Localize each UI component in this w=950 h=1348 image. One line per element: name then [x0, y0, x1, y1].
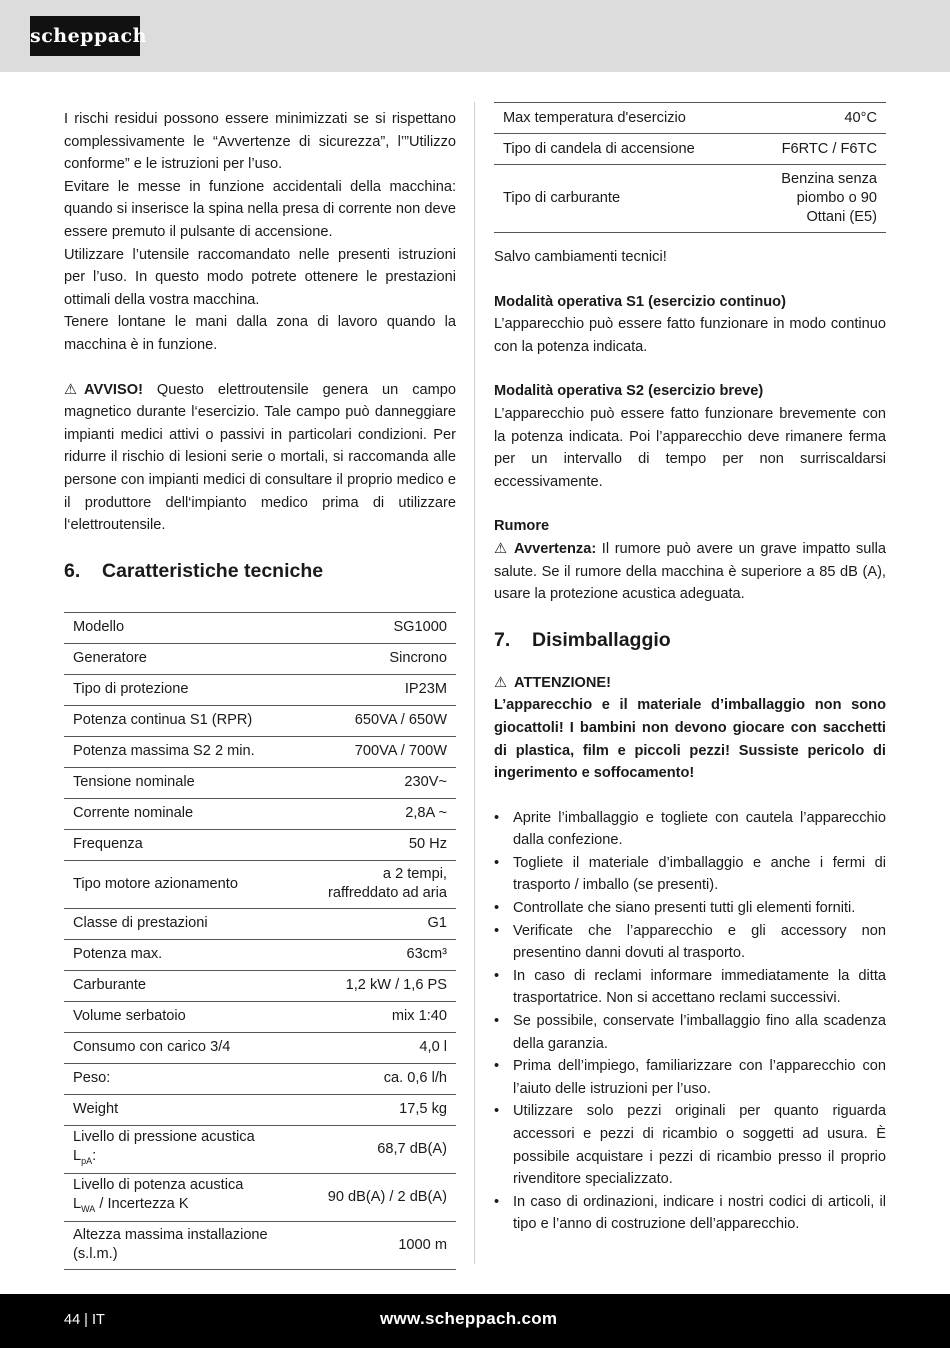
- section-number: 6.: [64, 559, 81, 582]
- spec-label: Tipo di candela di accensione: [494, 134, 753, 165]
- spec-row: [64, 1094, 456, 1125]
- spec-label: Potenza continua S1 (RPR): [64, 705, 313, 736]
- spec-label: Tipo di carburante: [494, 165, 753, 233]
- bullet: •: [494, 922, 500, 939]
- spec-label: Modello: [64, 612, 313, 643]
- list-item: [494, 920, 886, 965]
- spec-value: mix 1:40: [313, 1001, 456, 1032]
- bullet: •: [494, 1013, 500, 1030]
- noise-heading: Rumore: [494, 518, 550, 535]
- spec-row: [64, 767, 456, 798]
- spec-label: Tipo motore azionamento: [64, 860, 313, 908]
- spec-label-text: Livello di pressione acustica: [73, 1128, 255, 1145]
- list-item: [494, 1010, 886, 1055]
- spec-value: 68,7 dB(A): [313, 1125, 456, 1173]
- bullet: •: [494, 854, 500, 871]
- spec-label: Altezza massima installazione (s.l.m.): [64, 1221, 313, 1269]
- magnetic-warning: [64, 379, 456, 537]
- spec-row: [494, 134, 886, 165]
- bullet: •: [494, 967, 500, 984]
- intro-paragraph-2: Evitare le messe in funzione accidentali della macchina: quando si inserisce la spina nella presa di corrente non deve essere premuto il pulsante di accensione.: [64, 178, 456, 240]
- list-item: [494, 965, 886, 1010]
- spec-label-subscript: pA: [81, 1155, 93, 1166]
- page-footer: [0, 1294, 950, 1348]
- spec-row: [64, 939, 456, 970]
- spec-label: [64, 1125, 313, 1173]
- scheppach-logo: scheppach: [30, 16, 140, 56]
- spec-row: [64, 798, 456, 829]
- spec-value: 230V~: [313, 767, 456, 798]
- spec-row: [64, 612, 456, 643]
- warning-icon: ⚠: [494, 674, 508, 691]
- spec-row: [494, 165, 886, 233]
- spec-value: IP23M: [313, 674, 456, 705]
- spec-value: Sincrono: [313, 643, 456, 674]
- technical-changes-note: Salvo cambiamenti tecnici!: [494, 249, 667, 265]
- s1-text: L’apparecchio può essere fatto funzionare in modo continuo con la potenza indicata.: [494, 316, 886, 355]
- right-column: [494, 102, 886, 1236]
- attention-text: L’apparecchio e il materiale d’imballaggio non sono giocattoli! I bambini non devono giocare con sacchetti di plastica, film e piccoli pezzi! Sussiste pericolo di ingerimento e soffocamento!: [494, 697, 886, 782]
- spec-row: [64, 860, 456, 908]
- spec-row: [64, 736, 456, 767]
- spec-label: Generatore: [64, 643, 313, 674]
- spec-label: Volume serbatoio: [64, 1001, 313, 1032]
- spec-value: F6RTC / F6TC: [753, 134, 886, 165]
- spec-label: Classe di prestazioni: [64, 908, 313, 939]
- spec-label: Weight: [64, 1094, 313, 1125]
- spec-value: 40°C: [753, 103, 886, 134]
- list-item: [494, 1191, 886, 1236]
- page-number: 44 | IT: [64, 1312, 105, 1328]
- spec-row: [494, 103, 886, 134]
- list-item-text: Se possibile, conservate l’imballaggio fino alla scadenza della garanzia.: [513, 1013, 886, 1052]
- spec-row: [64, 970, 456, 1001]
- noise-warning-text: Il rumore può avere un grave impatto sulla salute. Se il rumore della macchina è superiore a 85 dB (A), usare la protezione acustica adeguata.: [494, 540, 886, 603]
- column-divider: [474, 102, 475, 1264]
- spec-row: [64, 1001, 456, 1032]
- list-item: [494, 1100, 886, 1190]
- list-item-text: Controllate che siano presenti tutti gli elementi forniti.: [513, 900, 856, 917]
- left-column: [64, 108, 456, 1270]
- section-title: Caratteristiche tecniche: [102, 559, 324, 582]
- spec-label-symbol: L: [73, 1147, 82, 1164]
- spec-label: Consumo con carico 3/4: [64, 1032, 313, 1063]
- spec-label: Potenza massima S2 2 min.: [64, 736, 313, 767]
- intro-paragraph-1: I rischi residui possono essere minimizzati se si rispettano complessivamente le “Avvertenze di sicurezza”, l’”Utilizzo conforme” e le istruzioni per l’uso.: [64, 111, 456, 173]
- spec-value: 1000 m: [313, 1221, 456, 1269]
- spec-label: Potenza max.: [64, 939, 313, 970]
- spec-label: Corrente nominale: [64, 798, 313, 829]
- spec-row: [64, 643, 456, 674]
- spec-table-continued: [494, 102, 886, 233]
- spec-label: Tensione nominale: [64, 767, 313, 798]
- spec-value: 1,2 kW / 1,6 PS: [313, 970, 456, 1001]
- section-number: 7.: [494, 628, 511, 651]
- section-heading-6: [64, 557, 456, 585]
- list-item-text: Utilizzare solo pezzi originali per quanto riguarda accessori e pezzi di ricambio o soggetti ad usura. È possibile acquistare i pezzi di ricambio presso il proprio rivenditore specializzato.: [513, 1103, 886, 1188]
- spec-table: [64, 612, 456, 1270]
- spec-row: [64, 829, 456, 860]
- spec-value: a 2 tempi, raffreddato ad aria: [313, 860, 456, 908]
- list-item: [494, 1055, 886, 1100]
- spec-value: 17,5 kg: [313, 1094, 456, 1125]
- attention-label: ATTENZIONE!: [514, 674, 612, 691]
- spec-value: G1: [313, 908, 456, 939]
- spec-label-symbol: L: [73, 1195, 82, 1212]
- spec-row: [64, 674, 456, 705]
- list-item: [494, 897, 886, 920]
- bullet: •: [494, 1193, 500, 1210]
- bullet: •: [494, 1103, 500, 1120]
- warning-icon: ⚠: [494, 540, 508, 557]
- spec-row: [64, 1032, 456, 1063]
- noise-warning: [494, 538, 886, 606]
- s2-text: L’apparecchio può essere fatto funzionare brevemente con la potenza indicata. Poi l’apparecchio deve rimanere ferma per un intervallo di tempo per non surriscaldarsi eccessivamente.: [494, 405, 886, 490]
- list-item-text: Prima dell’impiego, familiarizzare con l’apparecchio con l’aiuto delle istruzioni per l’uso.: [513, 1058, 886, 1097]
- intro-paragraph-3: Utilizzare l’utensile raccomandato nelle presenti istruzioni per l’uso. In questo modo potrete ottenere le prestazioni ottimali della vostra macchina.: [64, 246, 456, 308]
- unpacking-list: [494, 807, 886, 1236]
- list-item-text: Aprite l’imballaggio e togliete con cautela l’apparecchio dalla confezione.: [513, 809, 886, 849]
- warning-icon: ⚠: [64, 381, 78, 398]
- list-item-text: In caso di ordinazioni, indicare i nostri codici di articoli, il tipo e l’anno di costruzione dell’apparecchio.: [513, 1193, 886, 1233]
- section-title: Disimballaggio: [532, 628, 671, 651]
- noise-warning-label: Avvertenza:: [514, 540, 597, 557]
- spec-value: Benzina senza piombo o 90 Ottani (E5): [753, 165, 886, 233]
- spec-value: 63cm³: [313, 939, 456, 970]
- intro-paragraph-4: Tenere lontane le mani dalla zona di lavoro quando la macchina è in funzione.: [64, 314, 456, 353]
- spec-row: [64, 1221, 456, 1269]
- spec-value: 50 Hz: [313, 829, 456, 860]
- warning-text: Questo elettroutensile genera un campo magnetico durante l‘esercizio. Tale campo può danneggiare impianti medici attivi o passivi in particolari condizioni. Per ridurre il rischio di lesioni serie o mortali, si raccomanda alle persone con impianti medici di consultare il proprio medico e il produttore dell‘impianto medico prima di utilizzare l‘elettroutensile.: [64, 381, 456, 534]
- spec-value: 2,8A ~: [313, 798, 456, 829]
- spec-row: [64, 908, 456, 939]
- section-heading-7: [494, 626, 886, 654]
- spec-label-suffix: / Incertezza K: [95, 1195, 189, 1212]
- spec-value: 4,0 l: [313, 1032, 456, 1063]
- attention-heading: [494, 672, 886, 695]
- website-link[interactable]: www.scheppach.com: [380, 1309, 558, 1328]
- spec-value: 700VA / 700W: [313, 736, 456, 767]
- spec-value: 90 dB(A) / 2 dB(A): [313, 1173, 456, 1221]
- spec-label: Carburante: [64, 970, 313, 1001]
- list-item-text: Verificate che l’apparecchio e gli accessory non presentino danni dovuti al trasporto.: [513, 922, 886, 962]
- spec-label: Frequenza: [64, 829, 313, 860]
- spec-label-text: Livello di potenza acustica: [73, 1176, 244, 1193]
- spec-value: ca. 0,6 l/h: [313, 1063, 456, 1094]
- spec-value: SG1000: [313, 612, 456, 643]
- bullet: •: [494, 1058, 500, 1075]
- list-item: [494, 807, 886, 852]
- spec-label: Tipo di protezione: [64, 674, 313, 705]
- s2-heading: Modalità operativa S2 (esercizio breve): [494, 383, 764, 400]
- warning-label: AVVISO!: [84, 381, 143, 398]
- spec-label: Max temperatura d'esercizio: [494, 103, 753, 134]
- spec-label-suffix: :: [92, 1147, 97, 1164]
- list-item-text: Togliete il materiale d’imballaggio e anche i fermi di trasporto / imballo (se presenti).: [513, 854, 886, 894]
- list-item: [494, 852, 886, 897]
- list-item-text: In caso di reclami informare immediatamente la ditta trasportatrice. Non si accettano reclami successivi.: [513, 967, 886, 1007]
- spec-label: Peso:: [64, 1063, 313, 1094]
- spec-row: [64, 705, 456, 736]
- page-header: [0, 0, 950, 72]
- spec-row: [64, 1125, 456, 1173]
- spec-row: [64, 1173, 456, 1221]
- bullet: •: [494, 809, 500, 826]
- s1-heading: Modalità operativa S1 (esercizio continuo): [494, 293, 786, 310]
- spec-label: [64, 1173, 313, 1221]
- bullet: •: [494, 900, 500, 917]
- spec-row: [64, 1063, 456, 1094]
- spec-value: 650VA / 650W: [313, 705, 456, 736]
- spec-label-subscript: WA: [81, 1203, 96, 1214]
